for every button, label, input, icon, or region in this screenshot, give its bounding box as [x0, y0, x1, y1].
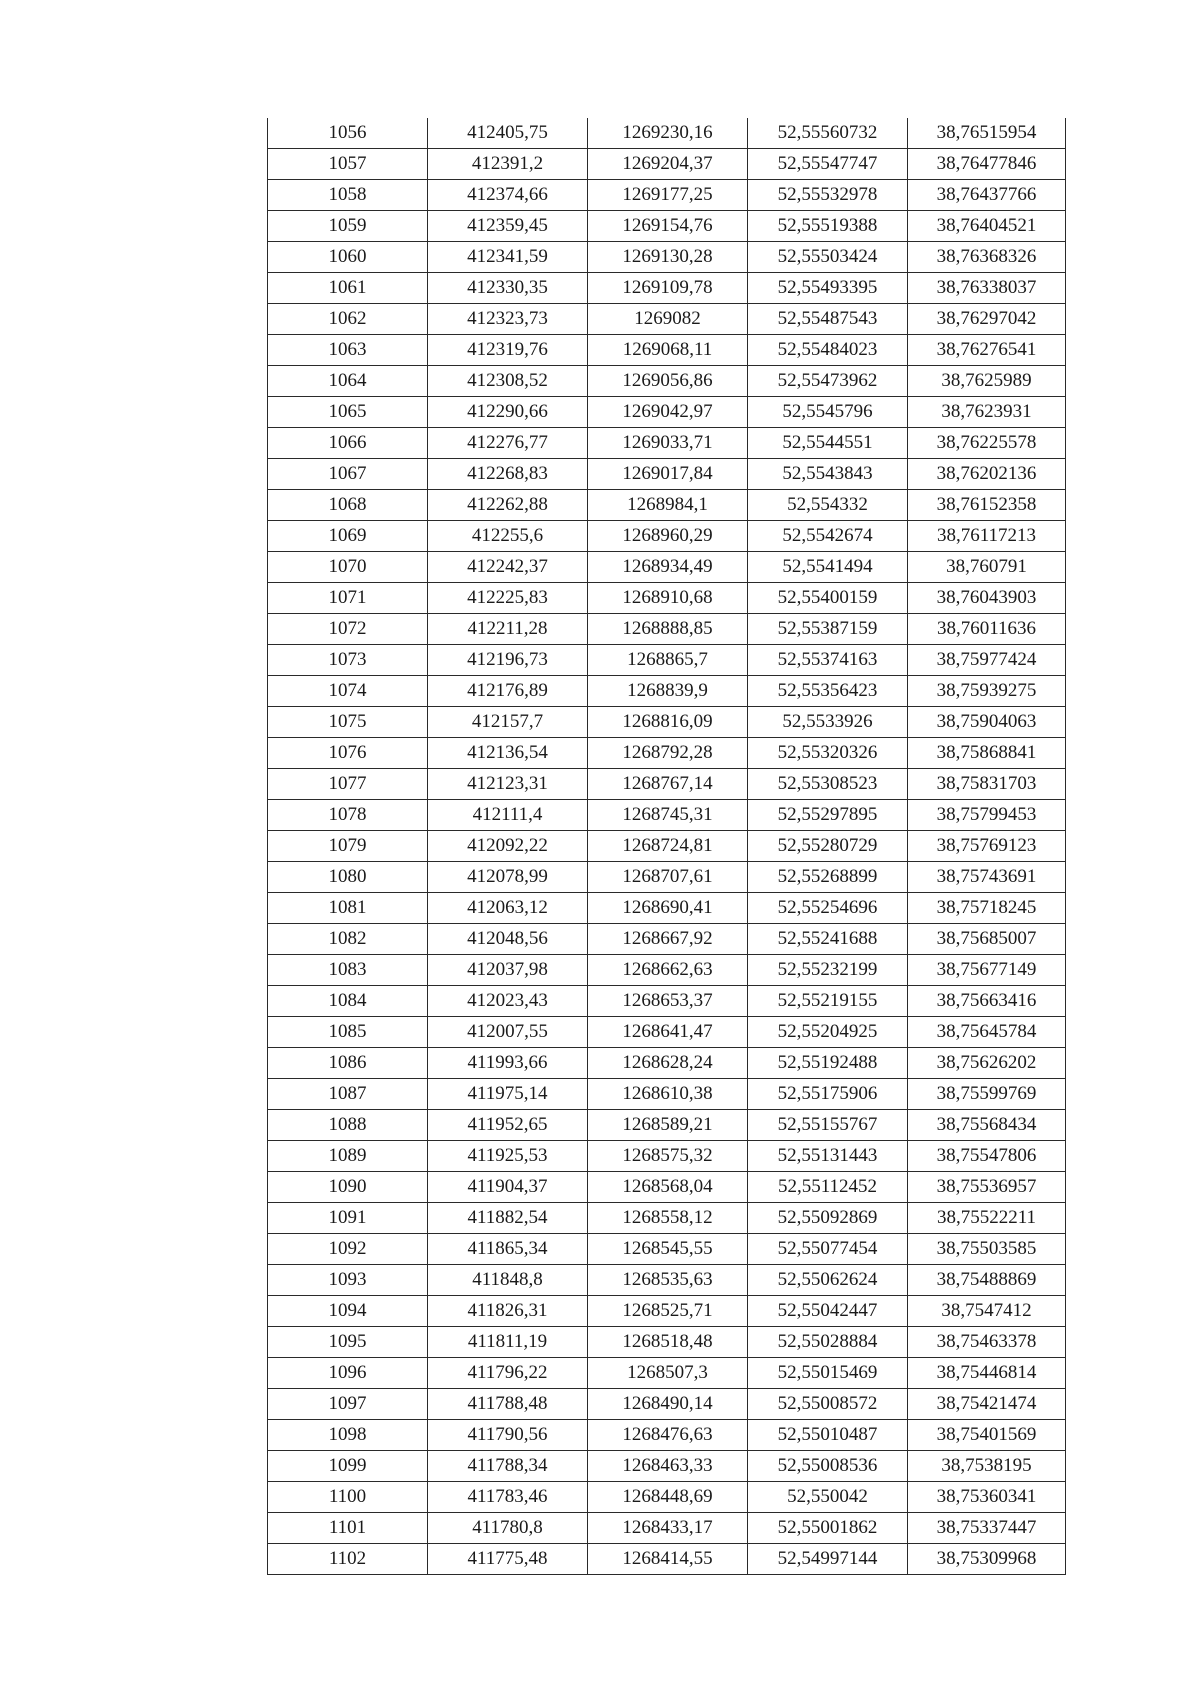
table-row: [268, 1048, 1066, 1079]
latitude-cell: 52,5543843: [748, 459, 908, 490]
x-coordinate-cell: 412391,2: [428, 149, 588, 180]
longitude-cell: 38,75309968: [908, 1544, 1066, 1575]
point-number-cell: 1102: [268, 1544, 428, 1575]
longitude-cell: 38,75503585: [908, 1234, 1066, 1265]
table-row: [268, 645, 1066, 676]
latitude-cell: 52,55010487: [748, 1420, 908, 1451]
point-number-cell: 1071: [268, 583, 428, 614]
latitude-cell: 52,55219155: [748, 986, 908, 1017]
x-coordinate-cell: 411790,56: [428, 1420, 588, 1451]
x-coordinate-cell: 412341,59: [428, 242, 588, 273]
latitude-cell: 52,5542674: [748, 521, 908, 552]
y-coordinate-cell: 1268463,33: [588, 1451, 748, 1482]
longitude-cell: 38,75677149: [908, 955, 1066, 986]
y-coordinate-cell: 1268984,1: [588, 490, 748, 521]
longitude-cell: 38,75939275: [908, 676, 1066, 707]
latitude-cell: 52,55493395: [748, 273, 908, 304]
longitude-cell: 38,75718245: [908, 893, 1066, 924]
latitude-cell: 52,55519388: [748, 211, 908, 242]
y-coordinate-cell: 1268575,32: [588, 1141, 748, 1172]
y-coordinate-cell: 1268641,47: [588, 1017, 748, 1048]
point-number-cell: 1099: [268, 1451, 428, 1482]
longitude-cell: 38,76202136: [908, 459, 1066, 490]
longitude-cell: 38,75337447: [908, 1513, 1066, 1544]
table-row: [268, 397, 1066, 428]
latitude-cell: 52,55077454: [748, 1234, 908, 1265]
x-coordinate-cell: 412007,55: [428, 1017, 588, 1048]
point-number-cell: 1073: [268, 645, 428, 676]
point-number-cell: 1081: [268, 893, 428, 924]
table-row: [268, 676, 1066, 707]
point-number-cell: 1095: [268, 1327, 428, 1358]
point-number-cell: 1097: [268, 1389, 428, 1420]
x-coordinate-cell: 412262,88: [428, 490, 588, 521]
y-coordinate-cell: 1268414,55: [588, 1544, 748, 1575]
longitude-cell: 38,76368326: [908, 242, 1066, 273]
longitude-cell: 38,75522211: [908, 1203, 1066, 1234]
table-row: [268, 304, 1066, 335]
table-row: [268, 986, 1066, 1017]
y-coordinate-cell: 1268662,63: [588, 955, 748, 986]
longitude-cell: 38,76437766: [908, 180, 1066, 211]
x-coordinate-cell: 412136,54: [428, 738, 588, 769]
point-number-cell: 1096: [268, 1358, 428, 1389]
x-coordinate-cell: 412330,35: [428, 273, 588, 304]
x-coordinate-cell: 412196,73: [428, 645, 588, 676]
point-number-cell: 1062: [268, 304, 428, 335]
table-row: [268, 1172, 1066, 1203]
y-coordinate-cell: 1269042,97: [588, 397, 748, 428]
y-coordinate-cell: 1269033,71: [588, 428, 748, 459]
table-row: [268, 862, 1066, 893]
longitude-cell: 38,76011636: [908, 614, 1066, 645]
point-number-cell: 1077: [268, 769, 428, 800]
point-number-cell: 1061: [268, 273, 428, 304]
x-coordinate-cell: 412092,22: [428, 831, 588, 862]
y-coordinate-cell: 1268690,41: [588, 893, 748, 924]
table-row: [268, 924, 1066, 955]
latitude-cell: 52,55268899: [748, 862, 908, 893]
longitude-cell: 38,75401569: [908, 1420, 1066, 1451]
latitude-cell: 52,55092869: [748, 1203, 908, 1234]
table-row: [268, 1358, 1066, 1389]
y-coordinate-cell: 1268792,28: [588, 738, 748, 769]
point-number-cell: 1059: [268, 211, 428, 242]
y-coordinate-cell: 1269154,76: [588, 211, 748, 242]
x-coordinate-cell: 412225,83: [428, 583, 588, 614]
x-coordinate-cell: 411904,37: [428, 1172, 588, 1203]
y-coordinate-cell: 1269130,28: [588, 242, 748, 273]
x-coordinate-cell: 412255,6: [428, 521, 588, 552]
latitude-cell: 52,55254696: [748, 893, 908, 924]
point-number-cell: 1074: [268, 676, 428, 707]
y-coordinate-cell: 1268888,85: [588, 614, 748, 645]
table-row: [268, 211, 1066, 242]
y-coordinate-cell: 1269177,25: [588, 180, 748, 211]
x-coordinate-cell: 412123,31: [428, 769, 588, 800]
longitude-cell: 38,7547412: [908, 1296, 1066, 1327]
point-number-cell: 1098: [268, 1420, 428, 1451]
longitude-cell: 38,75547806: [908, 1141, 1066, 1172]
point-number-cell: 1064: [268, 366, 428, 397]
latitude-cell: 52,55232199: [748, 955, 908, 986]
x-coordinate-cell: 412359,45: [428, 211, 588, 242]
y-coordinate-cell: 1268568,04: [588, 1172, 748, 1203]
latitude-cell: 52,55473962: [748, 366, 908, 397]
latitude-cell: 52,55028884: [748, 1327, 908, 1358]
y-coordinate-cell: 1268558,12: [588, 1203, 748, 1234]
longitude-cell: 38,75568434: [908, 1110, 1066, 1141]
x-coordinate-cell: 411993,66: [428, 1048, 588, 1079]
point-number-cell: 1070: [268, 552, 428, 583]
longitude-cell: 38,760791: [908, 552, 1066, 583]
point-number-cell: 1090: [268, 1172, 428, 1203]
table-row: [268, 583, 1066, 614]
table-row: [268, 521, 1066, 552]
y-coordinate-cell: 1269230,16: [588, 118, 748, 149]
latitude-cell: 52,550042: [748, 1482, 908, 1513]
coordinates-table: [267, 118, 1066, 1575]
table-row: [268, 1389, 1066, 1420]
y-coordinate-cell: 1268507,3: [588, 1358, 748, 1389]
x-coordinate-cell: 412276,77: [428, 428, 588, 459]
point-number-cell: 1057: [268, 149, 428, 180]
point-number-cell: 1056: [268, 118, 428, 149]
x-coordinate-cell: 411848,8: [428, 1265, 588, 1296]
table-row: [268, 1296, 1066, 1327]
longitude-cell: 38,76152358: [908, 490, 1066, 521]
y-coordinate-cell: 1269109,78: [588, 273, 748, 304]
table-row: [268, 366, 1066, 397]
x-coordinate-cell: 411882,54: [428, 1203, 588, 1234]
table-row: [268, 955, 1066, 986]
y-coordinate-cell: 1268724,81: [588, 831, 748, 862]
y-coordinate-cell: 1268865,7: [588, 645, 748, 676]
latitude-cell: 52,5541494: [748, 552, 908, 583]
longitude-cell: 38,75743691: [908, 862, 1066, 893]
y-coordinate-cell: 1268934,49: [588, 552, 748, 583]
latitude-cell: 52,55560732: [748, 118, 908, 149]
latitude-cell: 52,55387159: [748, 614, 908, 645]
table-row: [268, 1234, 1066, 1265]
point-number-cell: 1091: [268, 1203, 428, 1234]
y-coordinate-cell: 1269017,84: [588, 459, 748, 490]
y-coordinate-cell: 1269056,86: [588, 366, 748, 397]
longitude-cell: 38,75463378: [908, 1327, 1066, 1358]
longitude-cell: 38,76515954: [908, 118, 1066, 149]
longitude-cell: 38,75536957: [908, 1172, 1066, 1203]
latitude-cell: 52,55374163: [748, 645, 908, 676]
table-row: [268, 769, 1066, 800]
table-row: [268, 180, 1066, 211]
x-coordinate-cell: 412063,12: [428, 893, 588, 924]
table-row: [268, 273, 1066, 304]
x-coordinate-cell: 412242,37: [428, 552, 588, 583]
point-number-cell: 1094: [268, 1296, 428, 1327]
point-number-cell: 1088: [268, 1110, 428, 1141]
latitude-cell: 52,55503424: [748, 242, 908, 273]
table-row: [268, 552, 1066, 583]
longitude-cell: 38,7625989: [908, 366, 1066, 397]
latitude-cell: 52,55131443: [748, 1141, 908, 1172]
longitude-cell: 38,75769123: [908, 831, 1066, 862]
latitude-cell: 52,55308523: [748, 769, 908, 800]
latitude-cell: 52,554332: [748, 490, 908, 521]
point-number-cell: 1065: [268, 397, 428, 428]
point-number-cell: 1082: [268, 924, 428, 955]
latitude-cell: 52,55175906: [748, 1079, 908, 1110]
y-coordinate-cell: 1268433,17: [588, 1513, 748, 1544]
table-row: [268, 1017, 1066, 1048]
x-coordinate-cell: 412037,98: [428, 955, 588, 986]
x-coordinate-cell: 412319,76: [428, 335, 588, 366]
latitude-cell: 52,5544551: [748, 428, 908, 459]
y-coordinate-cell: 1268589,21: [588, 1110, 748, 1141]
table-row: [268, 242, 1066, 273]
latitude-cell: 52,55280729: [748, 831, 908, 862]
coordinates-table-body: [268, 118, 1066, 1575]
latitude-cell: 52,55320326: [748, 738, 908, 769]
longitude-cell: 38,75868841: [908, 738, 1066, 769]
x-coordinate-cell: 411775,48: [428, 1544, 588, 1575]
latitude-cell: 52,55015469: [748, 1358, 908, 1389]
latitude-cell: 52,55297895: [748, 800, 908, 831]
x-coordinate-cell: 412323,73: [428, 304, 588, 335]
point-number-cell: 1089: [268, 1141, 428, 1172]
x-coordinate-cell: 411826,31: [428, 1296, 588, 1327]
x-coordinate-cell: 411780,8: [428, 1513, 588, 1544]
point-number-cell: 1072: [268, 614, 428, 645]
longitude-cell: 38,75446814: [908, 1358, 1066, 1389]
y-coordinate-cell: 1269082: [588, 304, 748, 335]
latitude-cell: 52,55001862: [748, 1513, 908, 1544]
point-number-cell: 1075: [268, 707, 428, 738]
x-coordinate-cell: 411925,53: [428, 1141, 588, 1172]
point-number-cell: 1063: [268, 335, 428, 366]
longitude-cell: 38,75599769: [908, 1079, 1066, 1110]
x-coordinate-cell: 411952,65: [428, 1110, 588, 1141]
latitude-cell: 52,55484023: [748, 335, 908, 366]
point-number-cell: 1068: [268, 490, 428, 521]
latitude-cell: 52,5545796: [748, 397, 908, 428]
x-coordinate-cell: 412111,4: [428, 800, 588, 831]
table-row: [268, 1451, 1066, 1482]
longitude-cell: 38,76225578: [908, 428, 1066, 459]
point-number-cell: 1079: [268, 831, 428, 862]
point-number-cell: 1100: [268, 1482, 428, 1513]
table-row: [268, 1265, 1066, 1296]
x-coordinate-cell: 412176,89: [428, 676, 588, 707]
point-number-cell: 1087: [268, 1079, 428, 1110]
x-coordinate-cell: 411975,14: [428, 1079, 588, 1110]
x-coordinate-cell: 412048,56: [428, 924, 588, 955]
y-coordinate-cell: 1268476,63: [588, 1420, 748, 1451]
y-coordinate-cell: 1268910,68: [588, 583, 748, 614]
x-coordinate-cell: 411865,34: [428, 1234, 588, 1265]
longitude-cell: 38,7538195: [908, 1451, 1066, 1482]
longitude-cell: 38,7623931: [908, 397, 1066, 428]
y-coordinate-cell: 1268707,61: [588, 862, 748, 893]
y-coordinate-cell: 1268653,37: [588, 986, 748, 1017]
point-number-cell: 1084: [268, 986, 428, 1017]
longitude-cell: 38,75360341: [908, 1482, 1066, 1513]
table-row: [268, 428, 1066, 459]
y-coordinate-cell: 1269204,37: [588, 149, 748, 180]
longitude-cell: 38,75421474: [908, 1389, 1066, 1420]
latitude-cell: 52,54997144: [748, 1544, 908, 1575]
latitude-cell: 52,55155767: [748, 1110, 908, 1141]
table-row: [268, 1110, 1066, 1141]
point-number-cell: 1101: [268, 1513, 428, 1544]
y-coordinate-cell: 1268535,63: [588, 1265, 748, 1296]
longitude-cell: 38,76338037: [908, 273, 1066, 304]
table-row: [268, 1544, 1066, 1575]
y-coordinate-cell: 1268628,24: [588, 1048, 748, 1079]
longitude-cell: 38,76404521: [908, 211, 1066, 242]
table-row: [268, 738, 1066, 769]
point-number-cell: 1076: [268, 738, 428, 769]
point-number-cell: 1069: [268, 521, 428, 552]
y-coordinate-cell: 1268545,55: [588, 1234, 748, 1265]
table-row: [268, 335, 1066, 366]
y-coordinate-cell: 1268816,09: [588, 707, 748, 738]
point-number-cell: 1060: [268, 242, 428, 273]
table-row: [268, 831, 1066, 862]
longitude-cell: 38,75831703: [908, 769, 1066, 800]
latitude-cell: 52,55062624: [748, 1265, 908, 1296]
latitude-cell: 52,55400159: [748, 583, 908, 614]
table-row: [268, 1420, 1066, 1451]
table-row: [268, 1327, 1066, 1358]
x-coordinate-cell: 412308,52: [428, 366, 588, 397]
x-coordinate-cell: 412374,66: [428, 180, 588, 211]
x-coordinate-cell: 411783,46: [428, 1482, 588, 1513]
latitude-cell: 52,55241688: [748, 924, 908, 955]
latitude-cell: 52,55112452: [748, 1172, 908, 1203]
latitude-cell: 52,55356423: [748, 676, 908, 707]
y-coordinate-cell: 1268610,38: [588, 1079, 748, 1110]
latitude-cell: 52,55204925: [748, 1017, 908, 1048]
y-coordinate-cell: 1268667,92: [588, 924, 748, 955]
longitude-cell: 38,75626202: [908, 1048, 1066, 1079]
table-row: [268, 118, 1066, 149]
y-coordinate-cell: 1269068,11: [588, 335, 748, 366]
longitude-cell: 38,76043903: [908, 583, 1066, 614]
longitude-cell: 38,76297042: [908, 304, 1066, 335]
x-coordinate-cell: 411796,22: [428, 1358, 588, 1389]
point-number-cell: 1086: [268, 1048, 428, 1079]
point-number-cell: 1066: [268, 428, 428, 459]
x-coordinate-cell: 411811,19: [428, 1327, 588, 1358]
point-number-cell: 1085: [268, 1017, 428, 1048]
y-coordinate-cell: 1268518,48: [588, 1327, 748, 1358]
point-number-cell: 1083: [268, 955, 428, 986]
point-number-cell: 1093: [268, 1265, 428, 1296]
y-coordinate-cell: 1268525,71: [588, 1296, 748, 1327]
latitude-cell: 52,55547747: [748, 149, 908, 180]
latitude-cell: 52,55008572: [748, 1389, 908, 1420]
x-coordinate-cell: 412157,7: [428, 707, 588, 738]
longitude-cell: 38,76117213: [908, 521, 1066, 552]
x-coordinate-cell: 412405,75: [428, 118, 588, 149]
longitude-cell: 38,75488869: [908, 1265, 1066, 1296]
y-coordinate-cell: 1268839,9: [588, 676, 748, 707]
point-number-cell: 1092: [268, 1234, 428, 1265]
x-coordinate-cell: 411788,48: [428, 1389, 588, 1420]
table-row: [268, 614, 1066, 645]
latitude-cell: 52,55487543: [748, 304, 908, 335]
y-coordinate-cell: 1268490,14: [588, 1389, 748, 1420]
latitude-cell: 52,55042447: [748, 1296, 908, 1327]
longitude-cell: 38,75663416: [908, 986, 1066, 1017]
y-coordinate-cell: 1268960,29: [588, 521, 748, 552]
y-coordinate-cell: 1268448,69: [588, 1482, 748, 1513]
latitude-cell: 52,55532978: [748, 180, 908, 211]
table-row: [268, 1079, 1066, 1110]
table-row: [268, 490, 1066, 521]
table-row: [268, 800, 1066, 831]
table-row: [268, 1203, 1066, 1234]
y-coordinate-cell: 1268767,14: [588, 769, 748, 800]
x-coordinate-cell: 412023,43: [428, 986, 588, 1017]
point-number-cell: 1058: [268, 180, 428, 211]
latitude-cell: 52,55192488: [748, 1048, 908, 1079]
x-coordinate-cell: 412211,28: [428, 614, 588, 645]
x-coordinate-cell: 411788,34: [428, 1451, 588, 1482]
table-row: [268, 893, 1066, 924]
table-row: [268, 149, 1066, 180]
table-row: [268, 707, 1066, 738]
longitude-cell: 38,76276541: [908, 335, 1066, 366]
x-coordinate-cell: 412078,99: [428, 862, 588, 893]
longitude-cell: 38,76477846: [908, 149, 1066, 180]
longitude-cell: 38,75977424: [908, 645, 1066, 676]
point-number-cell: 1067: [268, 459, 428, 490]
latitude-cell: 52,55008536: [748, 1451, 908, 1482]
longitude-cell: 38,75685007: [908, 924, 1066, 955]
longitude-cell: 38,75799453: [908, 800, 1066, 831]
table-row: [268, 1141, 1066, 1172]
longitude-cell: 38,75645784: [908, 1017, 1066, 1048]
table-row: [268, 1482, 1066, 1513]
x-coordinate-cell: 412268,83: [428, 459, 588, 490]
y-coordinate-cell: 1268745,31: [588, 800, 748, 831]
longitude-cell: 38,75904063: [908, 707, 1066, 738]
point-number-cell: 1078: [268, 800, 428, 831]
table-row: [268, 1513, 1066, 1544]
latitude-cell: 52,5533926: [748, 707, 908, 738]
table-row: [268, 459, 1066, 490]
point-number-cell: 1080: [268, 862, 428, 893]
x-coordinate-cell: 412290,66: [428, 397, 588, 428]
